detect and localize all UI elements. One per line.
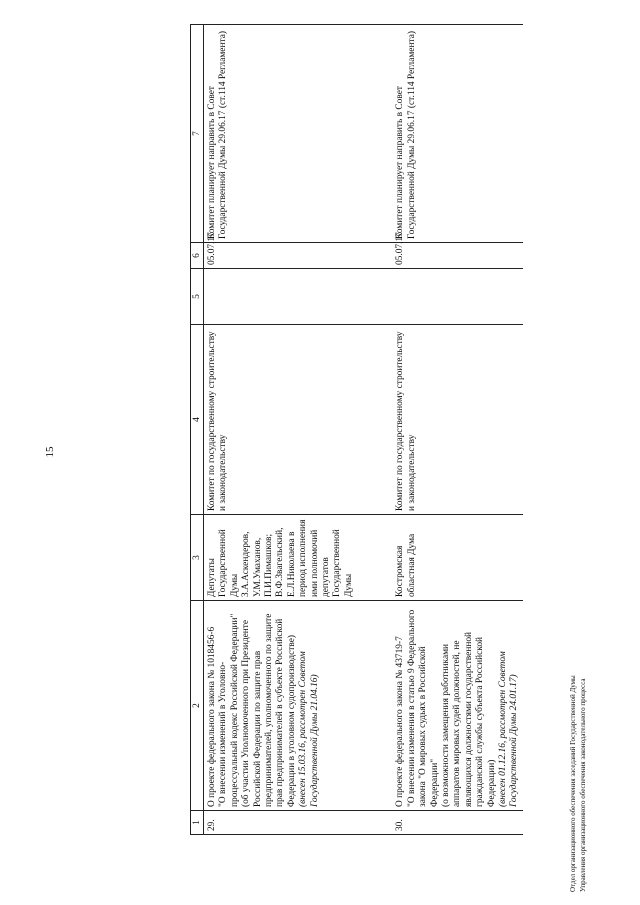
column-header: 3 [191, 515, 204, 601]
plan-cell: Комитет планирует направить в Совет Государственной Думы 29.06.17 (ст.114 Регламента) [391, 25, 522, 243]
bill-description-cell [391, 601, 522, 811]
bill-note: (внесен 15.03.16, рассмотрен Советом Государственной Думы 21.04.16) [298, 651, 320, 807]
column-header: 1 [191, 811, 204, 835]
row-number: 29. [204, 811, 392, 835]
column-header: 7 [191, 25, 204, 243]
bill-description-cell [204, 601, 392, 811]
committee-cell: Комитет по государственному строительству и законодательству [204, 325, 392, 515]
bill-title: О проекте федерального закона № 43719-7 [395, 636, 406, 807]
column-header: 4 [191, 325, 204, 515]
column-5-cell [391, 269, 522, 325]
date-cell: 05.07.17 [204, 243, 392, 269]
footer-line: Управления организационного обеспечения законодательного процесса [579, 678, 587, 892]
bill-body: "О внесении изменения в статью 9 Федерального закона "О мировых судьях в Российской Федерации" (о возможности замещения работниками аппаратов мировых судей должностей, не являющихся должностями государственной гражданской службы субъекта Российской Федерации) [406, 609, 497, 807]
table-row [204, 25, 392, 835]
initiator-cell: Депутаты Государственной Думы З.А.Аскендеров, У.М.Умаханов, П.И.Пимашков; В.Ф.Звагельский, Е.Л.Николаева в период исполнения ими полномочий депутатов Государственной Думы [204, 515, 392, 601]
bill-note: (внесен 01.12.16, рассмотрен Советом Государственной Думы 24.01.17) [497, 651, 520, 807]
date-cell: 05.07.17 [391, 243, 522, 269]
column-header: 2 [191, 601, 204, 811]
column-header: 5 [191, 269, 204, 325]
page-footer [568, 452, 596, 892]
footer-line: Отдел организационного обеспечения заседаний Государственной Думы [569, 675, 577, 892]
bills-table [190, 24, 523, 835]
committee-cell: Комитет по государственному строительству и законодательству [391, 325, 522, 515]
column-header: 6 [191, 243, 204, 269]
initiator-cell: Костромская областная Дума [391, 515, 522, 601]
column-5-cell [204, 269, 392, 325]
bill-title: О проекте федерального закона № 1018456-6 [207, 626, 217, 807]
bills-table-container [190, 25, 550, 835]
table-header-row [191, 25, 204, 835]
plan-cell: Комитет планирует направить в Совет Государственной Думы 29.06.17 (ст.114 Регламента) [204, 25, 392, 243]
bill-body: "О внесении изменений в Уголовно-процессуальный кодекс Российской Федерации" (об участии Уполномоченного при Президенте Российской Федерации по защите прав предпринимателей, уполномоченного по защите прав предпринимателей в субъекте Российской Федерации в уголовном судопроизводстве) [218, 613, 297, 807]
row-number: 30. [391, 811, 522, 835]
page-number: 15 [44, 446, 56, 458]
table-row [391, 25, 522, 835]
